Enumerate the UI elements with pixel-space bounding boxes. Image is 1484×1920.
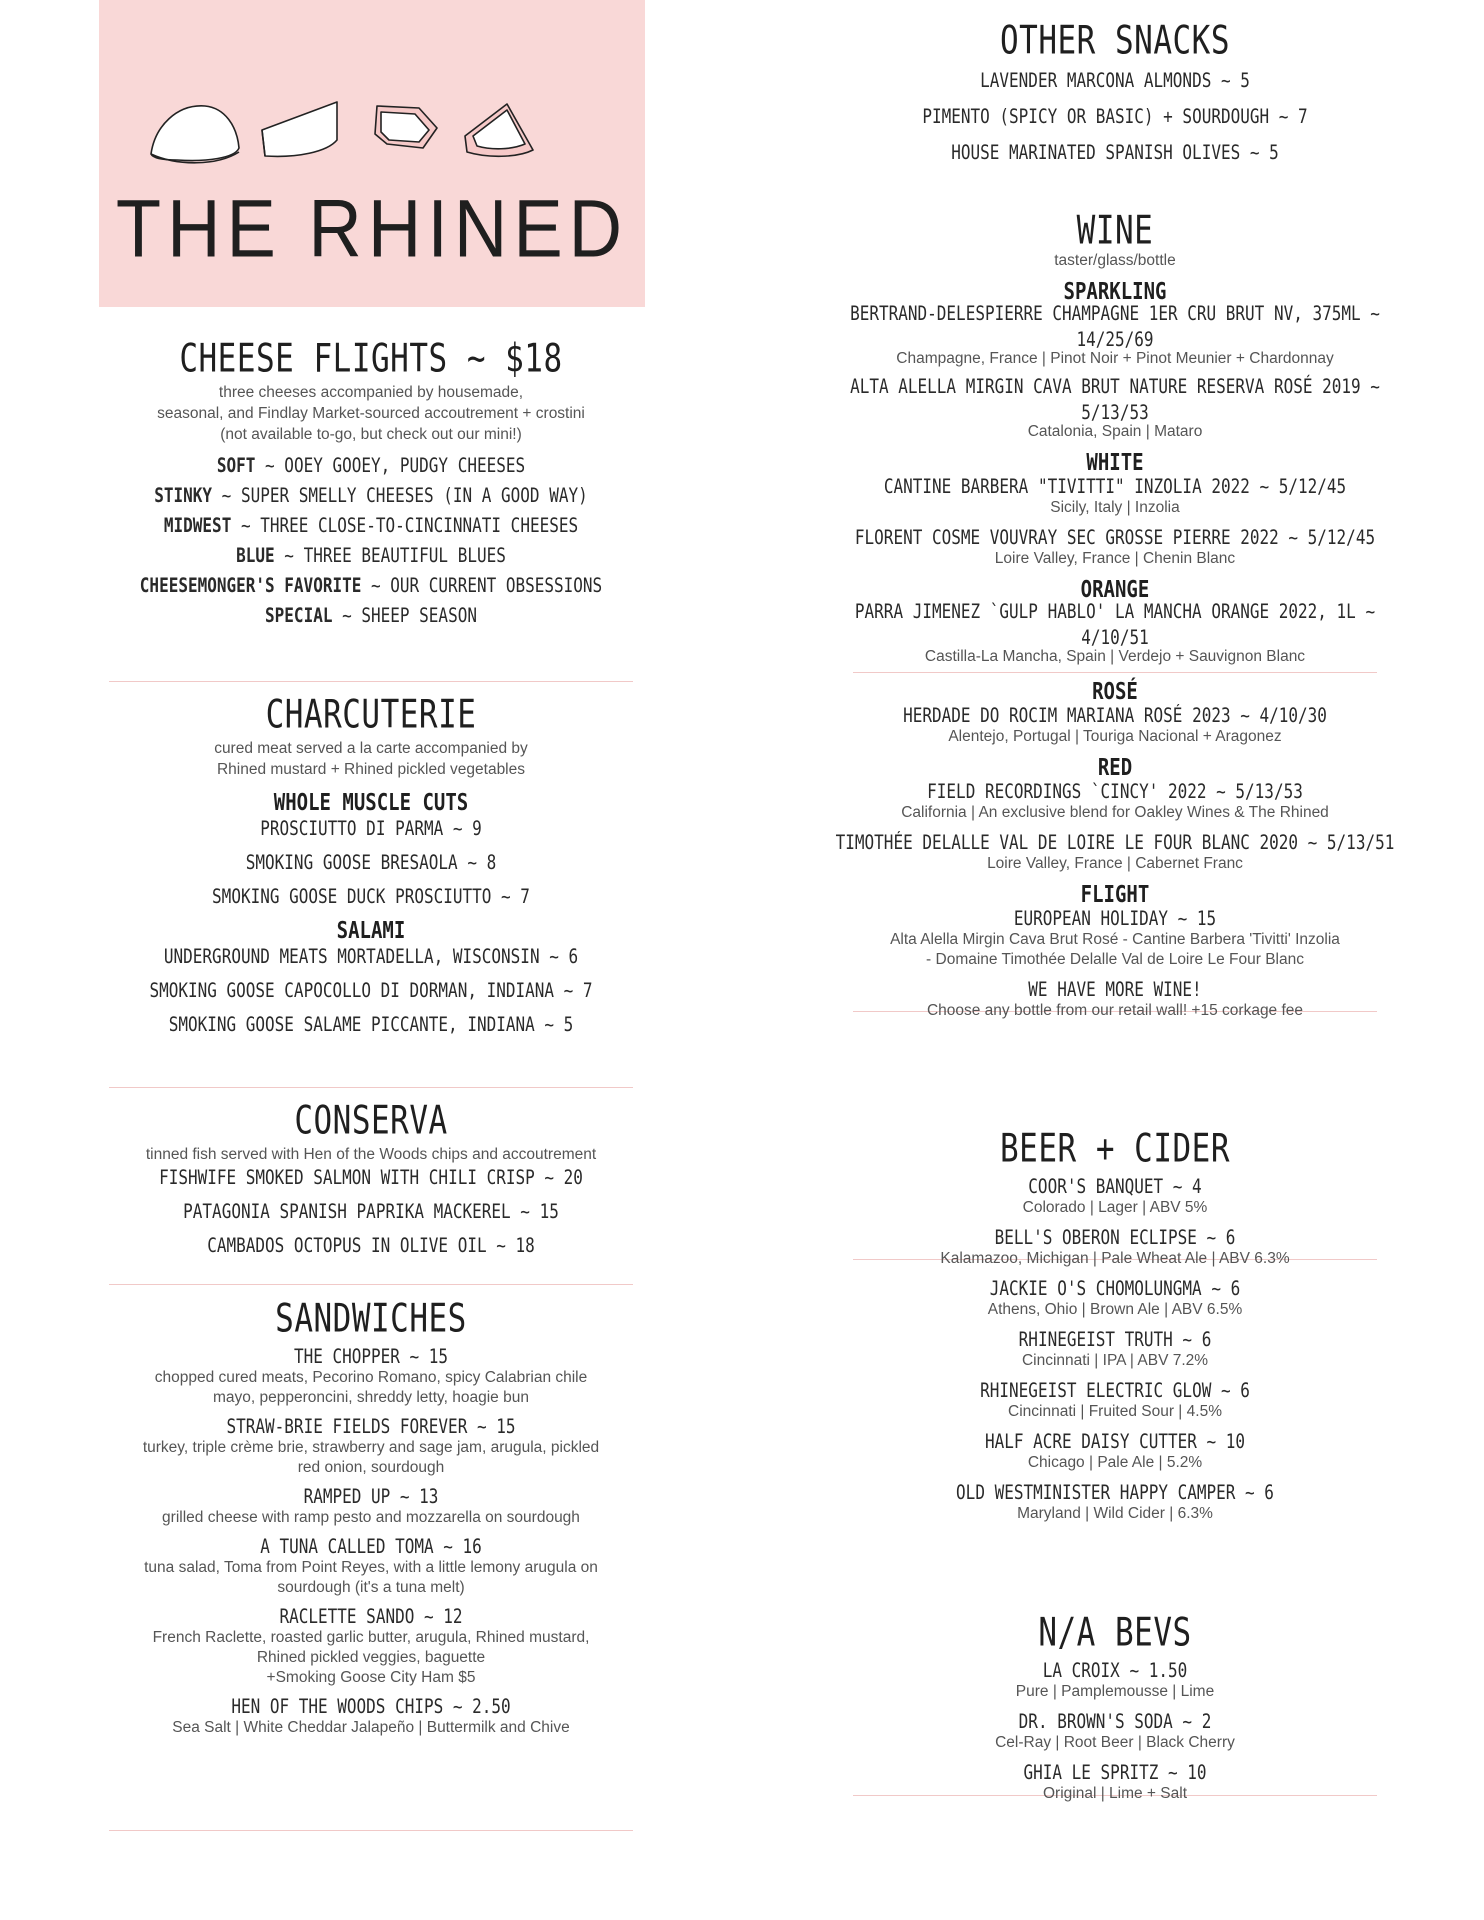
menu-item[interactable]: UNDERGROUND MEATS MORTADELLA, WISCONSIN ~ 6 <box>163 945 579 968</box>
sandwich-desc: chopped cured meats, Pecorino Romano, spicy Calabrian chile <box>154 1369 588 1386</box>
cheese-flights-section <box>98 336 644 627</box>
cheese-flights-desc: (not available to-go, but check out our mini!) <box>220 426 522 443</box>
section-divider <box>853 672 1377 673</box>
menu-item[interactable]: FISHWIFE SMOKED SALMON WITH CHILI CRISP ~ 20 <box>159 1166 583 1189</box>
beer-desc: Colorado | Lager | ABV 5% <box>1022 1199 1208 1216</box>
other-snacks-title: OTHER SNACKS <box>1000 18 1230 64</box>
sandwich-name[interactable]: HEN OF THE WOODS CHIPS ~ 2.50 <box>231 1695 511 1718</box>
wine-name[interactable]: FIELD RECORDINGS `CINCY' 2022 ~ 5/13/53 <box>927 780 1303 803</box>
section-divider <box>109 1830 633 1831</box>
sandwich-name[interactable]: A TUNA CALLED TOMA ~ 16 <box>260 1535 482 1558</box>
na-desc: Cel-Ray | Root Beer | Black Cherry <box>995 1734 1235 1751</box>
menu-item[interactable]: PROSCIUTTO DI PARMA ~ 9 <box>260 817 482 840</box>
wine-desc: Castilla-La Mancha, Spain | Verdejo + Sauvignon Blanc <box>924 648 1306 665</box>
salami-title: SALAMI <box>336 917 406 945</box>
sandwich-name[interactable]: THE CHOPPER ~ 15 <box>293 1345 449 1368</box>
beer-desc: Chicago | Pale Ale | 5.2% <box>1027 1454 1203 1471</box>
wine-flight-desc: - Domaine Timothée Delalle Val de Loire Le Four Blanc <box>926 951 1304 968</box>
flight-item[interactable]: STINKY ~ SUPER SMELLY CHEESES (IN A GOOD WAY) <box>154 484 588 507</box>
na-desc: Original | Lime + Salt <box>1042 1785 1188 1802</box>
sandwich-name[interactable]: RAMPED UP ~ 13 <box>303 1485 439 1508</box>
conserva-title: CONSERVA <box>294 1098 448 1144</box>
sandwich-desc: red onion, sourdough <box>297 1459 445 1476</box>
beer-desc: Kalamazoo, Michigan | Pale Wheat Ale | ABV 6.3% <box>940 1250 1290 1267</box>
flight-item[interactable]: CHEESEMONGER'S FAVORITE ~ OUR CURRENT OBSESSIONS <box>139 574 603 597</box>
sandwich-desc: grilled cheese with ramp pesto and mozzarella on sourdough <box>162 1509 580 1526</box>
na-name[interactable]: DR. BROWN'S SODA ~ 2 <box>1018 1710 1212 1733</box>
beer-desc: Cincinnati | IPA | ABV 7.2% <box>1021 1352 1209 1369</box>
beer-name[interactable]: BELL'S OBERON ECLIPSE ~ 6 <box>994 1226 1236 1249</box>
cheese-flights-title: CHEESE FLIGHTS ~ $18 <box>179 336 563 382</box>
menu-item[interactable]: SMOKING GOOSE CAPOCOLLO DI DORMAN, INDIANA ~ 7 <box>149 979 593 1002</box>
wine-name[interactable]: PARRA JIMENEZ `GULP HABLO' LA MANCHA ORANGE 2022, 1L ~ 4/10/51 <box>854 599 1376 649</box>
wine-group-title: ROSÉ <box>1092 678 1138 706</box>
beer-name[interactable]: HALF ACRE DAISY CUTTER ~ 10 <box>984 1430 1246 1453</box>
na-bevs-title: N/A BEVS <box>1038 1610 1192 1656</box>
wine-desc: California | An exclusive blend for Oakley Wines & The Rhined <box>901 804 1329 821</box>
menu-item[interactable]: PATAGONIA SPANISH PAPRIKA MACKEREL ~ 15 <box>183 1200 559 1223</box>
conserva-desc: tinned fish served with Hen of the Woods chips and accoutrement <box>145 1146 597 1163</box>
wine-section <box>826 208 1404 1019</box>
section-divider <box>109 1087 633 1088</box>
wine-name[interactable]: ALTA ALELLA MIRGIN CAVA BRUT NATURE RESERVA ROSÉ 2019 ~ 5/13/53 <box>850 374 1380 424</box>
beer-name[interactable]: COOR'S BANQUET ~ 4 <box>1028 1175 1202 1198</box>
wine-desc: Alentejo, Portugal | Touriga Nacional + Aragonez <box>948 728 1282 745</box>
section-divider <box>109 1284 633 1285</box>
brand-name: THE RHINED <box>115 182 629 275</box>
menu-item[interactable]: SMOKING GOOSE BRESAOLA ~ 8 <box>245 851 497 874</box>
more-wine-desc: Choose any bottle from our retail wall! +15 corkage fee <box>926 1002 1304 1019</box>
flight-item[interactable]: SPECIAL ~ SHEEP SEASON <box>265 604 477 627</box>
beer-name[interactable]: RHINEGEIST ELECTRIC GLOW ~ 6 <box>980 1379 1250 1402</box>
flight-item[interactable]: MIDWEST ~ THREE CLOSE-TO-CINCINNATI CHEESES <box>163 514 579 537</box>
sandwiches-section <box>98 1296 644 1738</box>
wine-desc: Sicily, Italy | Inzolia <box>1050 499 1180 516</box>
wine-group-title: ORANGE <box>1080 576 1150 604</box>
menu-item[interactable]: CAMBADOS OCTOPUS IN OLIVE OIL ~ 18 <box>207 1234 535 1257</box>
beer-desc: Cincinnati | Fruited Sour | 4.5% <box>1008 1403 1222 1420</box>
wine-desc: Catalonia, Spain | Mataro <box>1027 423 1203 440</box>
wine-name[interactable]: CANTINE BARBERA "TIVITTI" INZOLIA 2022 ~ 5/12/45 <box>883 475 1347 498</box>
beer-section <box>826 1126 1404 1524</box>
beer-desc: Athens, Ohio | Brown Ale | ABV 6.5% <box>987 1301 1243 1318</box>
charcuterie-section <box>98 692 644 1036</box>
flight-item[interactable]: SOFT ~ OOEY GOOEY, PUDGY CHEESES <box>216 454 526 477</box>
wine-group-title: SPARKLING <box>1063 278 1167 306</box>
cheese-flights-desc: seasonal, and Findlay Market-sourced accoutrement + crostini <box>157 405 585 422</box>
sandwiches-title: SANDWICHES <box>275 1296 467 1342</box>
wine-name[interactable]: BERTRAND-DELESPIERRE CHAMPAGNE 1ER CRU BRUT NV, 375ML ~ 14/25/69 <box>850 301 1380 351</box>
conserva-section <box>98 1098 644 1257</box>
wine-desc: Champagne, France | Pinot Noir + Pinot Meunier + Chardonnay <box>896 350 1334 367</box>
na-name[interactable]: LA CROIX ~ 1.50 <box>1042 1659 1188 1682</box>
other-snacks-section <box>826 18 1404 164</box>
sandwich-desc: mayo, pepperoncini, shreddy letty, hoagie bun <box>213 1389 529 1406</box>
section-divider <box>109 681 633 682</box>
beer-title: BEER + CIDER <box>1000 1126 1230 1172</box>
sandwich-name[interactable]: STRAW-BRIE FIELDS FOREVER ~ 15 <box>226 1415 516 1438</box>
brand-header <box>99 0 645 307</box>
whole-muscle-cuts-title: WHOLE MUSCLE CUTS <box>273 789 469 817</box>
flight-item[interactable]: BLUE ~ THREE BEAUTIFUL BLUES <box>236 544 506 567</box>
cheese-illustration-icon <box>147 96 587 176</box>
charcuterie-desc: Rhined mustard + Rhined pickled vegetables <box>216 761 526 778</box>
wine-title: WINE <box>1076 208 1154 254</box>
na-name[interactable]: GHIA LE SPRITZ ~ 10 <box>1023 1761 1207 1784</box>
beer-name[interactable]: JACKIE O'S CHOMOLUNGMA ~ 6 <box>989 1277 1241 1300</box>
sandwich-desc: turkey, triple crème brie, strawberry and sage jam, arugula, pickled <box>142 1439 600 1456</box>
na-desc: Pure | Pamplemousse | Lime <box>1015 1683 1215 1700</box>
wine-flight-title: FLIGHT <box>1080 881 1150 909</box>
wine-group-title: RED <box>1097 754 1133 782</box>
sandwich-name[interactable]: RACLETTE SANDO ~ 12 <box>279 1605 463 1628</box>
sandwich-desc: sourdough (it's a tuna melt) <box>277 1579 465 1596</box>
menu-item[interactable]: PIMENTO (SPICY OR BASIC) + SOURDOUGH ~ 7 <box>922 105 1308 128</box>
wine-desc: Loire Valley, France | Cabernet Franc <box>987 855 1243 872</box>
wine-name[interactable]: HERDADE DO ROCIM MARIANA ROSÉ 2023 ~ 4/10/30 <box>903 704 1327 727</box>
sandwich-desc: Sea Salt | White Cheddar Jalapeño | Buttermilk and Chive <box>172 1719 570 1736</box>
sandwich-desc: Rhined pickled veggies, baguette <box>256 1649 486 1666</box>
wine-name[interactable]: FLORENT COSME VOUVRAY SEC GROSSE PIERRE 2022 ~ 5/12/45 <box>854 526 1376 549</box>
menu-item[interactable]: SMOKING GOOSE DUCK PROSCIUTTO ~ 7 <box>212 885 530 908</box>
menu-item[interactable]: SMOKING GOOSE SALAME PICCANTE, INDIANA ~ 5 <box>168 1013 574 1036</box>
cheese-flights-desc: three cheeses accompanied by housemade, <box>218 384 524 401</box>
wine-desc: Loire Valley, France | Chenin Blanc <box>994 550 1236 567</box>
wine-group-title: WHITE <box>1086 449 1144 477</box>
beer-desc: Maryland | Wild Cider | 6.3% <box>1017 1505 1213 1522</box>
na-bevs-section <box>826 1610 1404 1802</box>
sandwich-desc: +Smoking Goose City Ham $5 <box>266 1669 476 1686</box>
wine-subtitle: taster/glass/bottle <box>1054 252 1176 269</box>
sandwich-desc: French Raclette, roasted garlic butter, arugula, Rhined mustard, <box>152 1629 590 1646</box>
wine-flight-name[interactable]: EUROPEAN HOLIDAY ~ 15 <box>1013 907 1217 930</box>
charcuterie-desc: cured meat served a la carte accompanied by <box>214 740 528 757</box>
wine-flight-desc: Alta Alella Mirgin Cava Brut Rosé - Cantine Barbera 'Tivitti' Inzolia <box>890 931 1340 948</box>
beer-name[interactable]: OLD WESTMINISTER HAPPY CAMPER ~ 6 <box>956 1481 1274 1504</box>
wine-name[interactable]: TIMOTHÉE DELALLE VAL DE LOIRE LE FOUR BLANC 2020 ~ 5/13/51 <box>835 831 1395 854</box>
beer-name[interactable]: RHINEGEIST TRUTH ~ 6 <box>1018 1328 1212 1351</box>
charcuterie-title: CHARCUTERIE <box>265 692 477 738</box>
menu-item[interactable]: HOUSE MARINATED SPANISH OLIVES ~ 5 <box>951 141 1279 164</box>
sandwich-desc: tuna salad, Toma from Point Reyes, with a little lemony arugula on <box>144 1559 598 1576</box>
more-wine-title: WE HAVE MORE WINE! <box>1028 978 1202 1001</box>
menu-item[interactable]: LAVENDER MARCONA ALMONDS ~ 5 <box>980 69 1250 92</box>
